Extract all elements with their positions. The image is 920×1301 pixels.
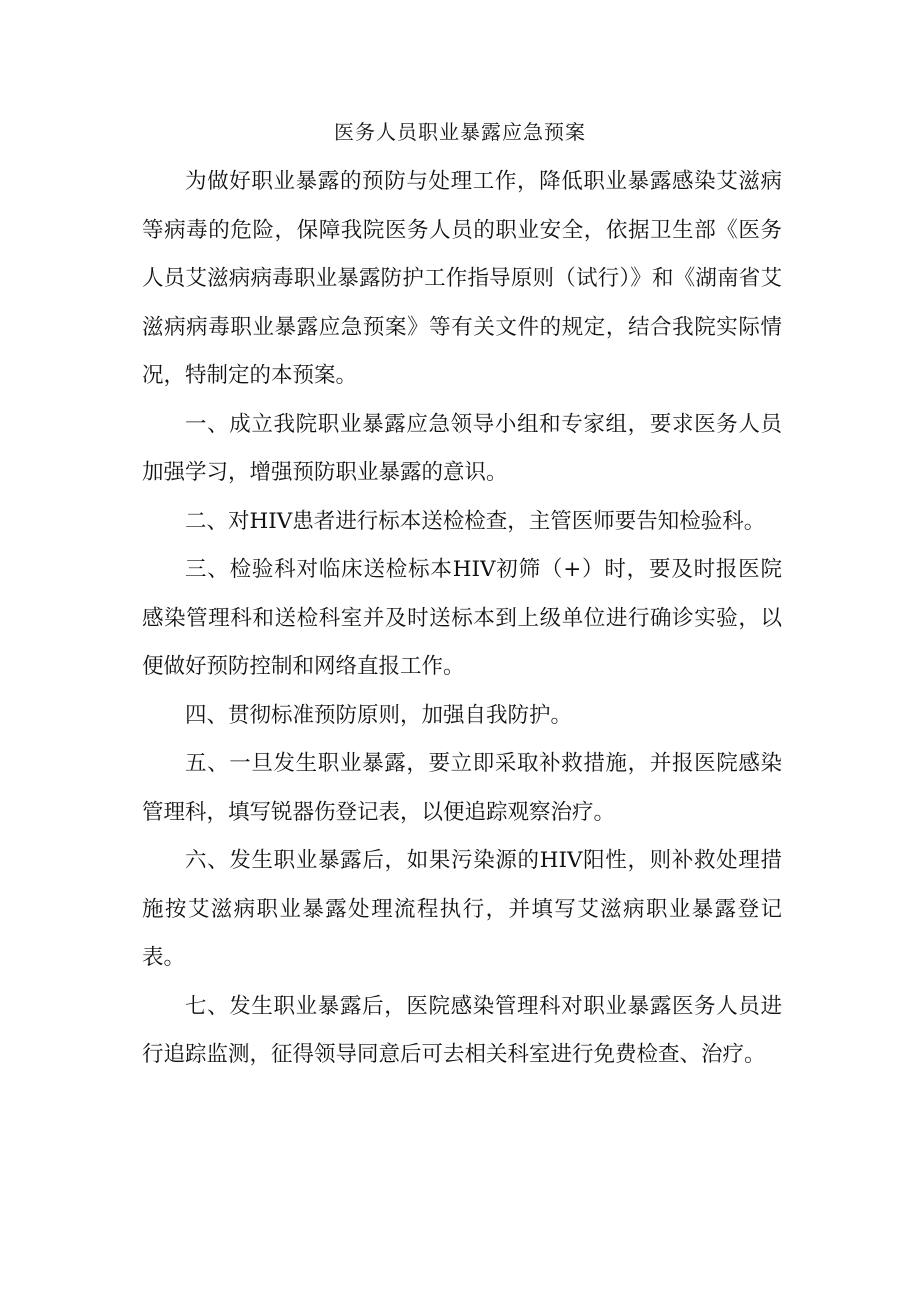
- paragraph-item-6: 六、发生职业暴露后，如果污染源的HIV阳性，则补救处理措施按艾滋病职业暴露处理流程执行，并填写艾滋病职业暴露登记表。: [142, 848, 782, 970]
- document-title: 医务人员职业暴露应急预案: [334, 120, 586, 144]
- document-body: [142, 158, 782, 1080]
- paragraph-item-1: 一、成立我院职业暴露应急领导小组和专家组，要求医务人员加强学习，增强预防职业暴露的意识。: [142, 411, 782, 485]
- paragraph-item-5: 五、一旦发生职业暴露，要立即采取补救措施，并报医院感染管理科，填写锐器伤登记表，以便追踪观察治疗。: [142, 751, 782, 825]
- paragraph-item-2: 二、对HIV患者进行标本送检检查，主管医师要告知检验科。: [185, 508, 766, 534]
- paragraph-item-4: 四、贯彻标准预防原则，加强自我防护。: [185, 702, 573, 728]
- paragraph-item-7: 七、发生职业暴露后，医院感染管理科对职业暴露医务人员进行追踪监测，征得领导同意后可去相关科室进行免费检查、治疗。: [142, 993, 782, 1067]
- paragraph-preamble: 为做好职业暴露的预防与处理工作，降低职业暴露感染艾滋病等病毒的危险，保障我院医务人员的职业安全，依据卫生部《医务人员艾滋病病毒职业暴露防护工作指导原则（试行）》和《湖南省艾滋病病毒职业暴露应急预案》等有关文件的规定，结合我院实际情况，特制定的本预案。: [142, 169, 782, 388]
- paragraph-item-3: 三、检验科对临床送检标本HIV初筛（+）时，要及时报医院感染管理科和送检科室并及时送标本到上级单位进行确诊实验，以便做好预防控制和网络直报工作。: [142, 557, 782, 679]
